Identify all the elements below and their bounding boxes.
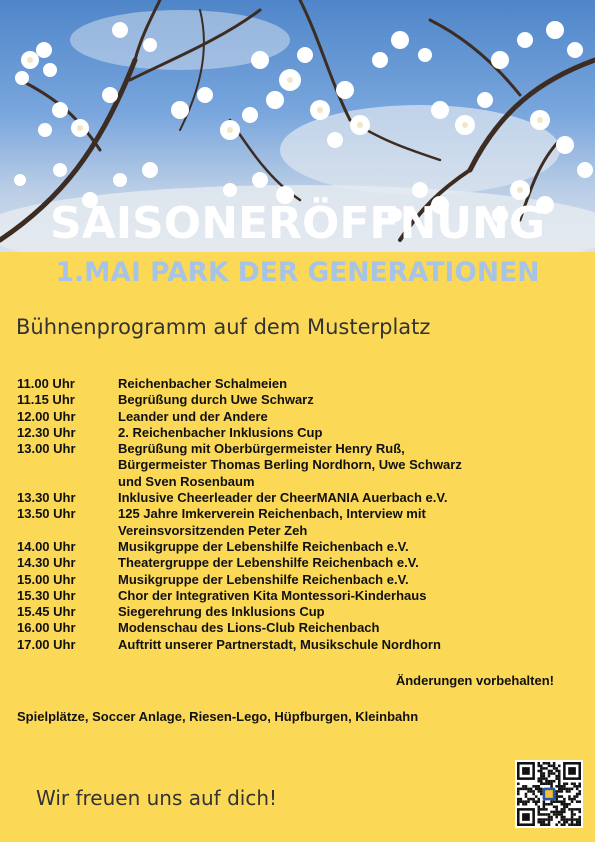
qr-code-icon[interactable] — [515, 760, 583, 828]
program-time: 13.30 Uhr — [17, 490, 76, 506]
program-act: Auftritt unserer Partnerstadt, Musikschule Nordhorn — [118, 636, 441, 652]
program-heading: Bühnenprogramm auf dem Musterplatz — [16, 315, 431, 339]
program-act: Leander und der Andere — [118, 408, 268, 424]
event-subtitle: 1.MAI PARK DER GENERATIONEN — [55, 257, 540, 288]
program-row — [17, 441, 577, 490]
program-list — [17, 376, 577, 653]
poster-title: SAISONERÖFFNUNG — [50, 198, 545, 249]
program-time: 12.00 Uhr — [17, 408, 76, 424]
program-time: 14.30 Uhr — [17, 555, 76, 571]
attractions-line: Spielplätze, Soccer Anlage, Riesen-Lego, Hüpfburgen, Kleinbahn — [17, 709, 419, 724]
program-row — [17, 392, 577, 408]
program-act: Modenschau des Lions-Club Reichenbach — [118, 620, 380, 636]
program-row — [17, 376, 577, 392]
program-act: Begrüßung mit Oberbürgermeister Henry Ruß, Bürgermeister Thomas Berling Nordhorn, Uwe Schwarz und Sven Rosenbaum — [118, 441, 462, 489]
program-time: 15.30 Uhr — [17, 587, 76, 603]
program-act: Begrüßung durch Uwe Schwarz — [118, 392, 314, 408]
program-row — [17, 555, 577, 571]
program-row — [17, 588, 577, 604]
program-row — [17, 506, 577, 539]
program-act: Reichenbacher Schalmeien — [118, 376, 288, 391]
program-act: Theatergruppe der Lebenshilfe Reichenbach e.V. — [118, 555, 419, 571]
program-time: 13.50 Uhr — [17, 506, 76, 522]
program-row — [17, 425, 577, 441]
program-time: 11.00 Uhr — [17, 376, 75, 391]
program-act: 2. Reichenbacher Inklusions Cup — [118, 424, 323, 440]
program-row — [17, 539, 577, 555]
qr-code-graphic — [515, 760, 583, 828]
changes-note: Änderungen vorbehalten! — [395, 673, 554, 688]
program-act: Siegerehrung des Inklusions Cup — [118, 604, 325, 620]
program-act: Musikgruppe der Lebenshilfe Reichenbach e.V. — [118, 538, 409, 554]
program-time: 15.00 Uhr — [17, 571, 76, 587]
closing-line: Wir freuen uns auf dich! — [36, 786, 278, 810]
program-time: 15.45 Uhr — [17, 604, 76, 620]
program-row — [17, 620, 577, 636]
program-row — [17, 604, 577, 620]
program-row — [17, 637, 577, 653]
program-row — [17, 490, 577, 506]
program-act: Inklusive Cheerleader der CheerMANIA Auerbach e.V. — [118, 490, 448, 506]
program-time: 17.00 Uhr — [17, 636, 76, 652]
program-time: 12.30 Uhr — [17, 424, 76, 440]
program-act: Musikgruppe der Lebenshilfe Reichenbach e.V. — [118, 571, 409, 587]
program-row — [17, 409, 577, 425]
program-act: Chor der Integrativen Kita Montessori-Kinderhaus — [118, 587, 427, 603]
program-time: 14.00 Uhr — [17, 538, 76, 554]
program-act: 125 Jahre Imkerverein Reichenbach, Interview mit Vereinsvorsitzenden Peter Zeh — [118, 506, 426, 538]
program-time: 13.00 Uhr — [17, 441, 76, 457]
program-row — [17, 572, 577, 588]
program-time: 16.00 Uhr — [17, 620, 76, 636]
program-time: 11.15 Uhr — [17, 392, 75, 408]
